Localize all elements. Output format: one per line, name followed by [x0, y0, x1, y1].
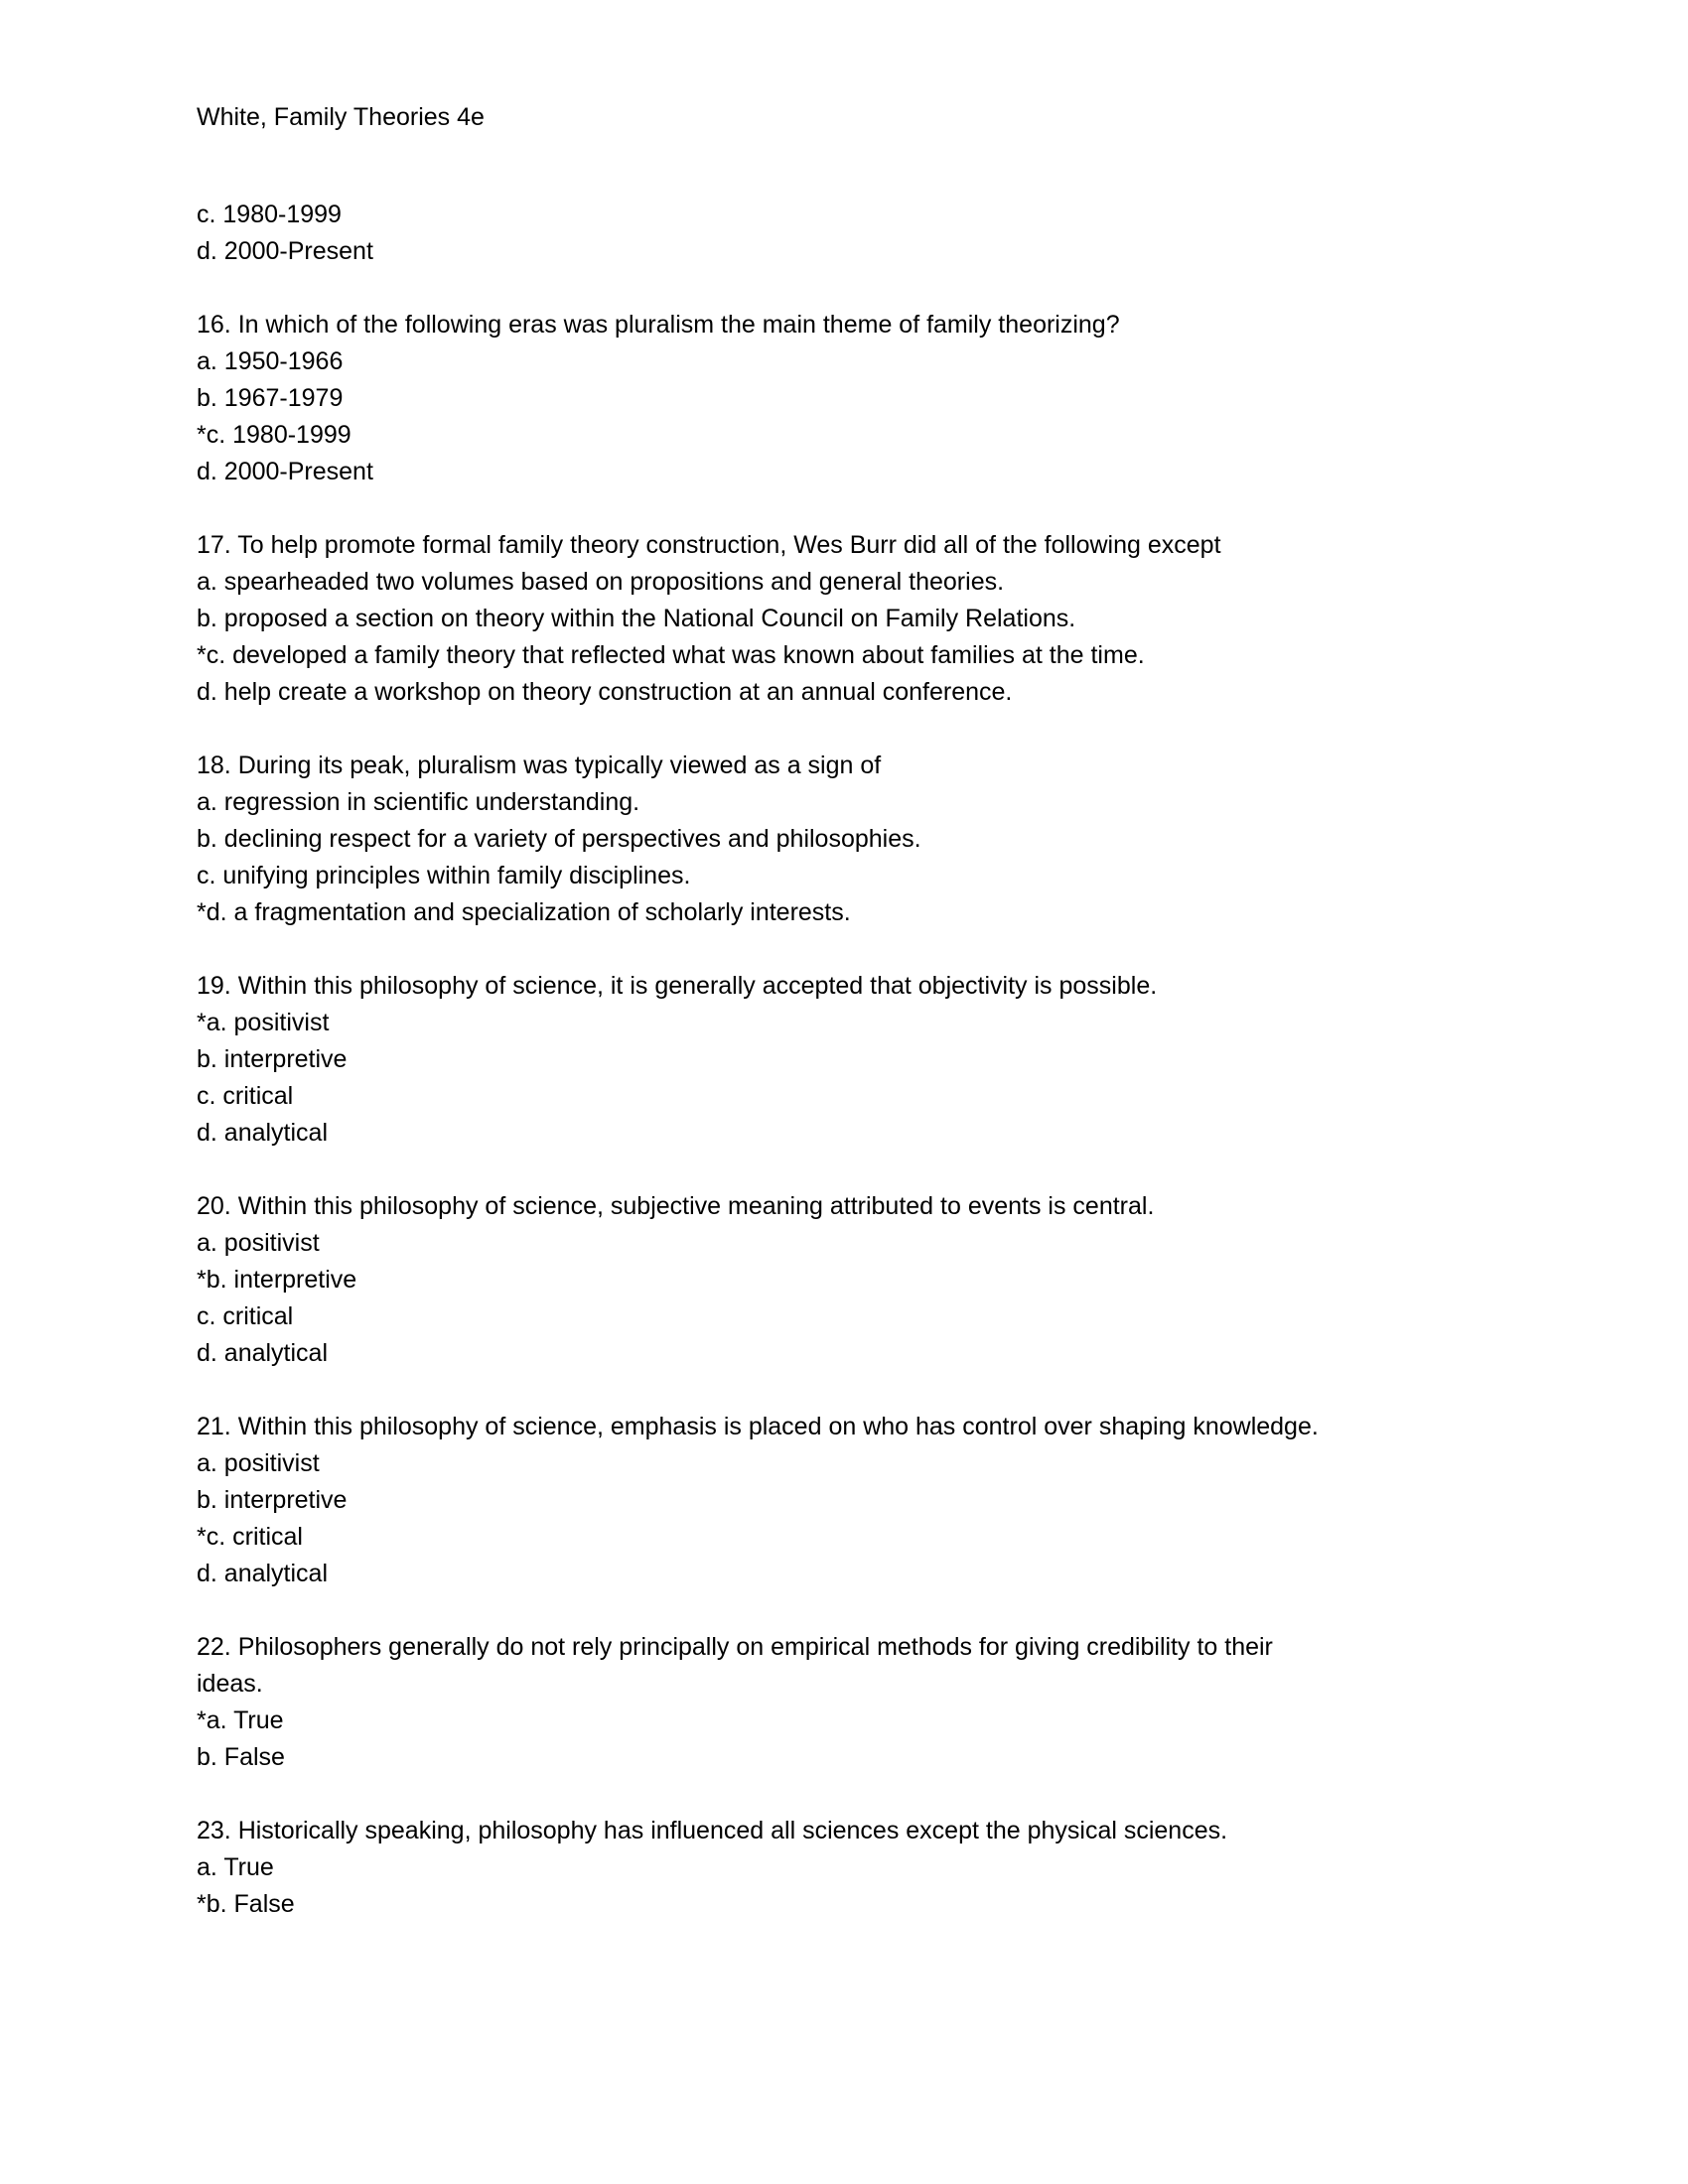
- question-stem: ideas.: [197, 1670, 263, 1698]
- question-stem: 21. Within this philosophy of science, emphasis is placed on who has control over shaping knowledge.: [197, 1413, 1319, 1440]
- answer-option: *b. interpretive: [197, 1266, 357, 1294]
- answer-option: b. interpretive: [197, 1486, 348, 1514]
- answer-option: a. positivist: [197, 1229, 320, 1257]
- answer-option: d. analytical: [197, 1339, 329, 1367]
- spacer: [197, 931, 1319, 968]
- answer-option: b. 1967-1979: [197, 384, 344, 412]
- question-stem: 22. Philosophers generally do not rely principally on empirical methods for giving credibility to their: [197, 1633, 1273, 1661]
- answer-option: d. analytical: [197, 1119, 329, 1147]
- question-stem: 17. To help promote formal family theory construction, Wes Burr did all of the following except: [197, 531, 1221, 559]
- question-stem: 20. Within this philosophy of science, subjective meaning attributed to events is central.: [197, 1192, 1155, 1220]
- answer-option: c. critical: [197, 1302, 294, 1330]
- spacer: [197, 711, 1319, 748]
- answer-option: d. analytical: [197, 1560, 329, 1587]
- answer-option: *b. False: [197, 1890, 295, 1918]
- answer-option: a. True: [197, 1853, 274, 1881]
- answer-option: b. interpretive: [197, 1045, 348, 1073]
- answer-option: a. positivist: [197, 1449, 320, 1477]
- question-stem: 23. Historically speaking, philosophy has influenced all sciences except the physical sciences.: [197, 1817, 1228, 1844]
- answer-option: *d. a fragmentation and specialization of scholarly interests.: [197, 898, 851, 926]
- page-header: White, Family Theories 4e: [197, 103, 485, 131]
- question-stem: 18. During its peak, pluralism was typically viewed as a sign of: [197, 751, 882, 779]
- question-stem: 19. Within this philosophy of science, it is generally accepted that objectivity is possible.: [197, 972, 1158, 1000]
- document-body: [197, 197, 1319, 1923]
- spacer: [197, 1776, 1319, 1813]
- answer-option: b. proposed a section on theory within the National Council on Family Relations.: [197, 605, 1076, 632]
- spacer: [197, 1152, 1319, 1188]
- answer-option: c. unifying principles within family disciplines.: [197, 862, 691, 889]
- spacer: [197, 490, 1319, 527]
- answer-option: b. False: [197, 1743, 285, 1771]
- question-stem: 16. In which of the following eras was pluralism the main theme of family theorizing?: [197, 311, 1120, 339]
- answer-option: d. 2000-Present: [197, 237, 373, 265]
- answer-option: a. regression in scientific understanding.: [197, 788, 640, 816]
- answer-option: b. declining respect for a variety of perspectives and philosophies.: [197, 825, 921, 853]
- answer-option: d. help create a workshop on theory construction at an annual conference.: [197, 678, 1013, 706]
- spacer: [197, 1592, 1319, 1629]
- answer-option: d. 2000-Present: [197, 458, 373, 485]
- spacer: [197, 1372, 1319, 1409]
- answer-option: a. 1950-1966: [197, 347, 344, 375]
- answer-option: *c. developed a family theory that reflected what was known about families at the time.: [197, 641, 1145, 669]
- answer-option: *a. positivist: [197, 1009, 330, 1036]
- answer-option: a. spearheaded two volumes based on propositions and general theories.: [197, 568, 1005, 596]
- answer-option: *c. 1980-1999: [197, 421, 352, 449]
- answer-option: c. 1980-1999: [197, 201, 342, 228]
- answer-option: *a. True: [197, 1706, 284, 1734]
- spacer: [197, 270, 1319, 307]
- answer-option: c. critical: [197, 1082, 294, 1110]
- answer-option: *c. critical: [197, 1523, 303, 1551]
